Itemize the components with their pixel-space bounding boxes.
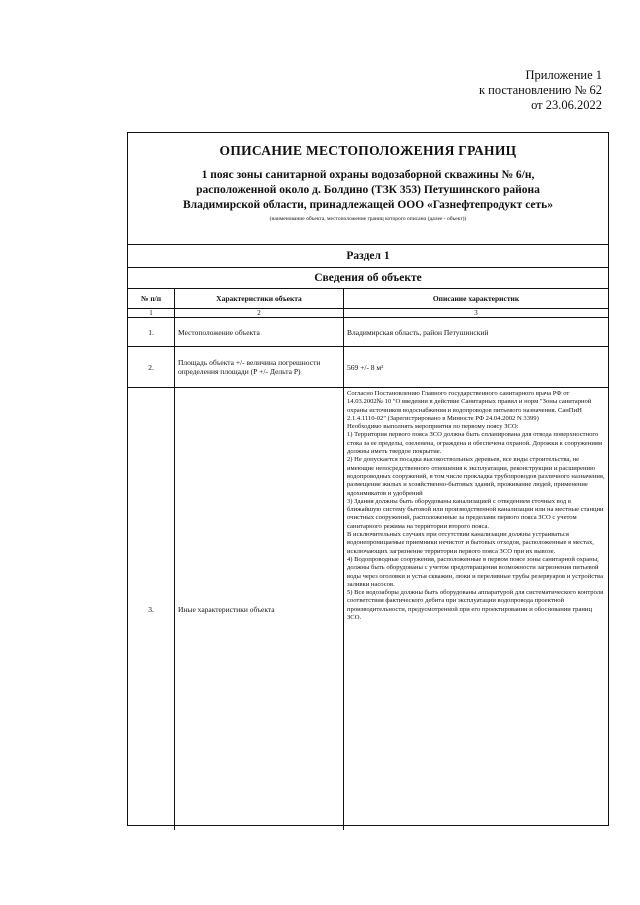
row-description: 569 +/- 8 м² bbox=[344, 347, 609, 388]
header-description: Описание характеристик bbox=[344, 289, 609, 309]
description-paragraph: В исключительных случаях при отсутствии канализации должны устраиваться водонепроницаемые приемники нечистот и бытовых отходов, расположенные в местах, исключающих загрязнение территории первого пояса ЗСО при их вывозе. bbox=[347, 531, 594, 555]
annex-date: от 23.06.2022 bbox=[531, 98, 602, 112]
section-heading: Раздел 1 bbox=[128, 245, 608, 268]
description-paragraph: 1) Территория первого пояса ЗСО должна быть спланирована для отвода поверхностного стока за ее пределы, озеленена, ограждена и обеспечена охраной. Дорожки к сооружениям должны иметь твердое покрытие. bbox=[347, 431, 603, 456]
document-frame bbox=[127, 132, 609, 826]
header-characteristics: Характеристики объекта bbox=[175, 289, 344, 309]
description-paragraph: 4) Водопроводные сооружения, расположенные в первом поясе зоны санитарной охраны, должны быть оборудованы с учетом предотвращения возможности загрязнения питьевой воды через оголовки и устья скважин, люки и переливные трубы резервуаров и устройства заливки насосов. bbox=[347, 555, 603, 588]
document-title: ОПИСАНИЕ МЕСТОПОЛОЖЕНИЯ ГРАНИЦ bbox=[219, 143, 517, 158]
table-row bbox=[128, 347, 608, 388]
annex-title: Приложение 1 bbox=[525, 68, 602, 82]
object-name-note: (наименование объекта, местоположение границ которого описано (далее - объект)) bbox=[269, 216, 467, 222]
row-number: 1. bbox=[128, 318, 175, 347]
table-header-row bbox=[128, 289, 608, 309]
document-header bbox=[128, 143, 608, 245]
description-paragraph: 2) Не допускается посадка высокоствольных деревьев, все виды строительства, не имеющие непосредственного отношения к эксплуатации, реконструкции и расширению водопроводных сооружений, в том числе прокладка трубопроводов различного назначения, размещение жилых и хозяйственно-бытовых зданий, проживание людей, применение ядохимикатов и удобрений bbox=[347, 456, 605, 497]
section-title: Сведения об объекте bbox=[128, 268, 608, 289]
row-description: Владимирская область, район Петушинский bbox=[344, 318, 609, 347]
table-row bbox=[128, 388, 608, 831]
object-info-table bbox=[128, 289, 608, 830]
row-number: 3. bbox=[128, 388, 175, 831]
column-number: 3 bbox=[344, 309, 609, 318]
description-paragraph: Согласно Постановлению Главного государственного санитарного врача РФ от 14.03.2002№ 10 "О введении в действие Санитарных правил и норм "Зоны санитарной охраны источников водоснабжения и водопроводов питьевого назначения. СанПиН 2.1.4.1110-02" (Зарегистрировано в Минюсте РФ 24.04.2002 N 3399) bbox=[347, 390, 592, 422]
column-number: 2 bbox=[175, 309, 344, 318]
header-number: № п/п bbox=[140, 294, 162, 303]
description-paragraph: 3) Здания должны быть оборудованы канализацией с отведением сточных вод в ближайшую систему бытовой или производственной канализации или на местные станции очистных сооружений, расположенные за пределами первого пояса ЗСО с учетом санитарного режима на территории второго пояса. bbox=[347, 497, 604, 530]
object-name bbox=[128, 168, 608, 213]
column-number-row bbox=[128, 309, 608, 318]
row-description bbox=[344, 388, 609, 831]
row-characteristic: Местоположение объекта bbox=[175, 318, 344, 347]
row-characteristic: Площадь объекта +/- величина погрешности определения площади (Р +/- Дельта Р) bbox=[175, 347, 344, 388]
description-paragraph: Необходимо выполнять мероприятия по первому поясу ЗСО: bbox=[347, 423, 519, 431]
row-characteristic: Иные характеристики объекта bbox=[175, 388, 344, 831]
annex-resolution: к постановлению № 62 bbox=[478, 83, 602, 97]
object-name-line-1: 1 пояс зоны санитарной охраны водозаборной скважины № 6/н, bbox=[201, 169, 535, 181]
table-row bbox=[128, 318, 608, 347]
object-name-line-3: Владимирской области, принадлежащей ООО «Газнефтепродукт сеть» bbox=[182, 199, 554, 211]
column-number: 1 bbox=[128, 309, 175, 318]
object-name-line-2: расположенной около д. Болдино (ТЗК 353) Петушинского района bbox=[196, 184, 540, 196]
annex-reference bbox=[479, 68, 602, 113]
description-paragraph: 5) Все водозаборы должны быть оборудованы аппаратурой для систематического контроля соответствия фактического дебита при эксплуатации водопровода проектной производительности, предусмотренной при его проектировании и обосновании границ ЗСО. bbox=[347, 589, 604, 622]
row-number: 2. bbox=[128, 347, 175, 388]
